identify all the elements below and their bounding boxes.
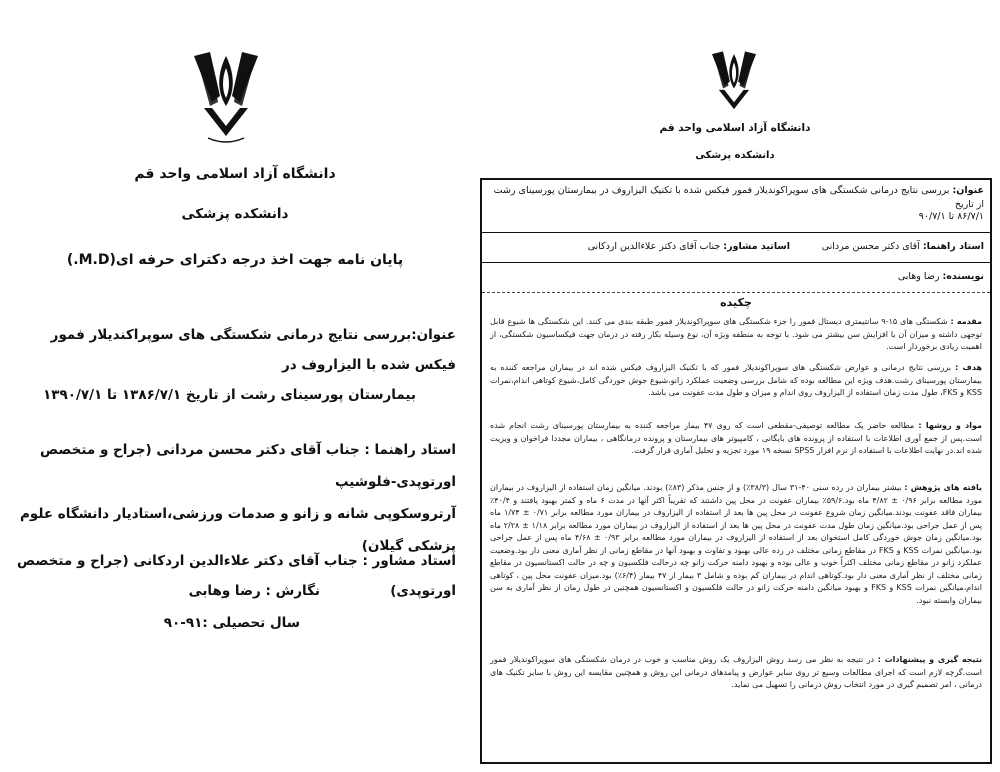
faculty-name: دانشکده پزشکی [181, 206, 289, 222]
results-paragraph [490, 482, 982, 607]
author-name: رضا وهابی [897, 271, 940, 282]
thesis-title [16, 320, 456, 410]
conclusion-label: نتیجه گیری و پیشنهادات : [877, 655, 982, 664]
thesis-title-line-2: بیمارستان پورسینای رشت از تاریخ ۱۳۸۶/۷/۱ تا ۱۳۹۰/۷/۱ [42, 387, 416, 403]
title-dates: ۸۶/۷/۱ تا ۹۰/۷/۱ [918, 211, 984, 222]
title-text: بررسی نتایج درمانی شکستگی های سوپراکوندیلار فمور فیکس شده با تکنیک الیزاروف در بیمارستان پورسینای رشت از تاریخ [493, 185, 984, 210]
supervisor-line-1: استاد راهنما : جناب آقای دکتر محسن مردانی (جراح و متخصص اورتوپدی-فلوشیپ [39, 442, 456, 490]
abstract-title [488, 184, 984, 212]
intro-label: مقدمه : [950, 317, 983, 326]
supervisor-name: آقای دکتر محسن مردانی [821, 241, 920, 252]
results-text: بیشتر بیماران در رده سنی ۴۰-۳۱ سال (۳۸/۳٪) و از جنس مذکر (۸۳٪) بودند. میانگین زمان استفاده از الیزاروف در بیماران مورد مطالعه برابر ۰/۹۶ ± ۴/۸۲ ماه بود.۵۹/۶٪ بیماران عفونت در محل پین داشتند که تقریباً اکثر آنها در مدت ۶ ماه و کمتر بهبود یافتند و ۴۰/۴٪ بیماران فاقد عفونت بودند.میانگین زمان شروع عفونت در محل پین ها بعد از استفاده از الیزاروف در بیماران مورد مطالعه برابر ۰/۷۱ ± ۱/۷۴ ماه پس از عمل جراحی بود.میانگین زمان طول مدت عفونت در محل پین ها بعد از استفاده از الیزاروف در بیماران مورد مطالعه برابر ۱/۱۸ ± ۲/۲۸ ماه بود.میانگین زمان جوش خوردگی کامل استخوان بعد از استفاده از الیزاروف در بیماران مورد مطالعه برابر ۰/۹۳ ± ۴/۶۸ ماه پس از عمل جراحی بود.میانگین نمرات KSS و FKS در مقاطع زمانی مختلف در رده عالی بهبود و تفاوت و بهبود آنها در مقاطع زمانی از نظر آماری معنی دار بود.وضعیت عملکرد زانو در مقاطع زمانی مختلف اکثراً خوب و عالی بوده و بهبود دامنه حرکت زانو چه درحالت فلکسیون و چه در حالت اکستانسیون در مقاطع زمانی مختلف از نظر آماری معنی دار بود.کوتاهی اندام در بیماران کم بوده و شامل ۳ بیمار از ۴۷ بیمار (۶/۴٪) بود.میزان عفونت محل پین ، کوتاهی اندام،میانگین نمرات KSS و FKS و بهبود میانگین دامنه حرکت زانو در حالت فلکسیون و اکستانسیون همچنین در طول زمان از نظر آماری به سن بیماران وابسته نبود. [490, 483, 983, 605]
university-name: دانشگاه آزاد اسلامی واحد قم [659, 122, 811, 134]
abstract-frame [480, 178, 992, 764]
thesis-title-line-1: عنوان:بررسی نتایج درمانی شکستگی های سوپراکندیلار فمور فیکس شده با الیزاروف در [50, 327, 456, 373]
supervisor-block [16, 434, 456, 562]
intro-paragraph [490, 316, 982, 354]
goal-text: بررسی نتایج درمانی و عوارض شکستگی های سوپراکوندیلار فمور که با تکنیک الیزاروف فیکس شده اند در بیماران مراجعه کننده به بیمارستان پورسینای رشت.هدف ویژه این مطالعه بوده که شامل بررسی وضعیت عملکرد زانو،شیوع جوش خوردگی کامل،شیوع کوتاهی اندام،نمرات KSS و FKS، طول مدت زمان استفاده از الیزاروف روی اندام و میزان و طول مدت عفونت می باشد. [490, 363, 982, 397]
methods-label: مواد و روشها : [918, 421, 982, 430]
intro-text: شکستگی های ۱۵-۹ سانتیمتری دیستال فمور را جزء شکستگی های سوپراکوندیلار فمور طبقه بندی می کنند. این شکستگی ها شیوع قابل توجهی داشته و میزان آن با افزایش سن بیشتر می شود. با توجه به منطقه ویژه آن، نوع وسیله بکار رفته در درمان جهت فیکساسیون شکستگی، از اهمیت زیادی برخوردار است. [490, 317, 982, 351]
degree-line: پایان نامه جهت اخذ درجه دکترای حرفه ای(M.D.) [66, 252, 404, 268]
advisor-line: استاد مشاور : جناب آقای دکتر علاءالدین اردکانی (جراح و متخصص اورتوپدی) [16, 553, 456, 599]
supervisor-line-2: آرتروسکوپی شانه و زانو و صدمات ورزشی،استادیار دانشگاه علوم پزشکی گیلان) [20, 506, 456, 554]
supervisor-field [822, 240, 984, 254]
academic-year: سال تحصیلی :۹۱-۹۰ [163, 615, 300, 631]
advisor-label: اساتید مشاور: [723, 241, 790, 252]
author-line: نگارش : رضا وهابی [188, 583, 320, 599]
supervisor-row [482, 232, 990, 263]
faculty-name: دانشکده پزشکی [695, 150, 775, 161]
university-name: دانشگاه آزاد اسلامی واحد قم [134, 166, 336, 182]
university-emblem-icon [708, 50, 760, 116]
methods-paragraph [490, 420, 982, 458]
results-label: یافته های پژوهش : [904, 483, 983, 492]
goal-paragraph [490, 362, 982, 400]
advisor-name: جناب آقای دکتر علاءالدین اردکانی [587, 241, 721, 252]
abstract-body [482, 292, 990, 762]
title-row [482, 180, 990, 233]
advisor-field [588, 240, 790, 254]
title-label: عنوان: [952, 185, 984, 196]
goal-label: هدف : [955, 363, 982, 372]
author-label: نویسنده: [942, 271, 984, 282]
university-emblem-icon [190, 50, 262, 146]
right-page [470, 0, 1000, 772]
author-row [482, 262, 990, 293]
conclusion-text: در نتیجه به نظر می رسد روش الیزاروف یک روش مناسب و خوب در درمان شکستگی های سوپراکوندیلار فمور است.گرچه لازم است که اجرای مطالعات وسیع تر روی سایر عوارض و پیامدهای درمانی این روش و همچنین مقایسه این روش با سایر تکنیک های درمانی ، امر تصمیم گیری در مورد انتخاب روش درمانی را تسهیل می نماید. [490, 655, 982, 689]
left-page [0, 0, 470, 772]
conclusion-paragraph [490, 654, 982, 692]
methods-text: مطالعه حاضر یک مطالعه توصیفی-مقطعی است که روی ۴۷ بیمار مراجعه کننده به بیمارستان پورسینای رشت انجام شده است.پس از جمع آوری اطلاعات با استفاده از پرونده های بایگانی ، کامپیوتر های بیمارستان و پرونده درمانگاهی ، بیماران مجددا فراخوان و ویزیت شده اند.در نهایت اطلاعات با استفاده از نرم افزار SPSS نسخه ۱۹ مورد تجزیه و تحلیل آماری قرار گرفت. [490, 421, 982, 455]
author-field [898, 270, 984, 284]
abstract-heading: چکیده [720, 296, 752, 309]
supervisor-label: استاد راهنما: [922, 241, 984, 252]
